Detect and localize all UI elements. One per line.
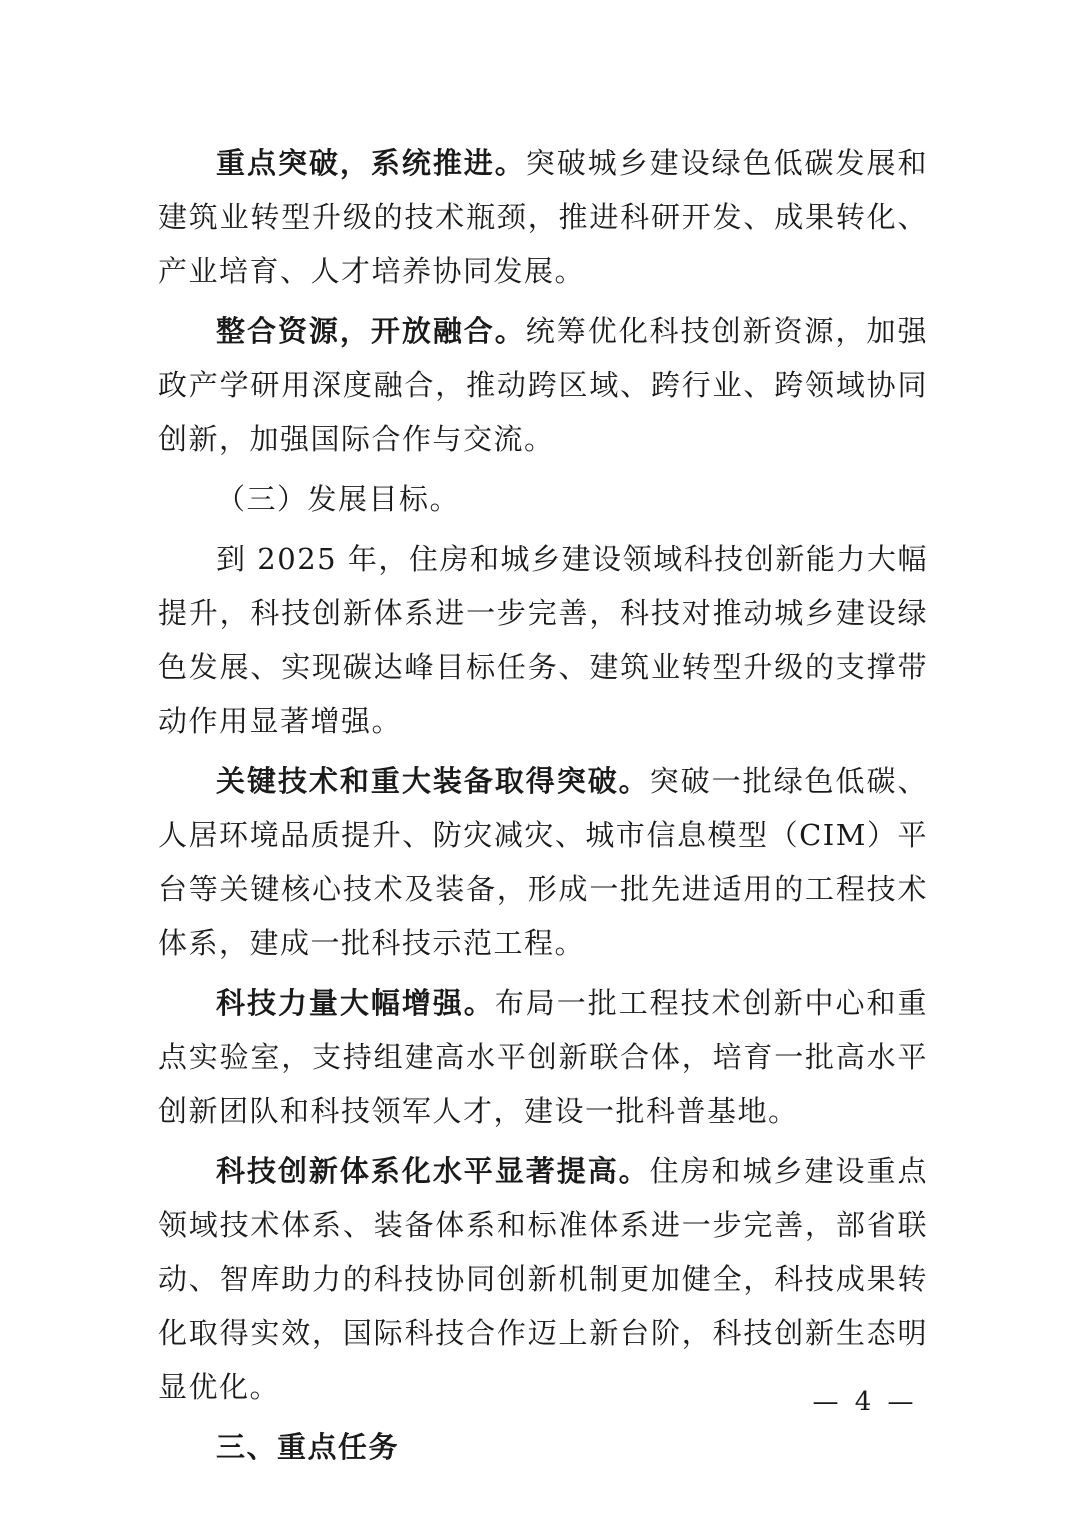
goal-intro-paragraph: 到 2025 年，住房和城乡建设领域科技创新能力大幅提升，科技创新体系进一步完善，科技对推动城乡建设绿色发展、实现碳达峰目标任务、建筑业转型升级的支撑带动作用显著增强。 [158,542,928,738]
principle-paragraph-1 [158,136,928,298]
page-number: — 4 — [812,1387,918,1417]
goal-lead-3: 科技创新体系化水平显著提高。 [216,1154,650,1188]
section-heading: 三、重点任务 [216,1430,400,1464]
goal-lead-2: 科技力量大幅增强。 [216,986,495,1020]
goal-body-2: 布局一批工程技术创新中心和重点实验室，支持组建高水平创新联合体，培育一批高水平创新团队和科技领军人才，建设一批科普基地。 [158,986,928,1128]
principle-body-1: 突破城乡建设绿色低碳发展和建筑业转型升级的技术瓶颈，推进科研开发、成果转化、产业培育、人才培养协同发展。 [158,146,928,288]
subsection-heading: （三）发展目标。 [216,482,461,516]
principle-lead-2: 整合资源，开放融合。 [216,314,526,348]
goal-lead-1: 关键技术和重大装备取得突破。 [216,764,650,798]
goal-body-1: 突破一批绿色低碳、人居环境品质提升、防灾减灾、城市信息模型（CIM）平台等关键核心技术及装备，形成一批先进适用的工程技术体系，建成一批科技示范工程。 [158,764,928,960]
goal-paragraph-3 [158,1144,928,1414]
goal-paragraph-2 [158,976,928,1138]
principle-paragraph-2 [158,304,928,466]
principle-body-2: 统筹优化科技创新资源，加强政产学研用深度融合，推动跨区域、跨行业、跨领域协同创新，加强国际合作与交流。 [158,314,928,456]
principle-lead-1: 重点突破，系统推进。 [216,146,526,180]
goal-paragraph-1 [158,754,928,970]
goal-body-3: 住房和城乡建设重点领域技术体系、装备体系和标准体系进一步完善，部省联动、智库助力的科技协同创新机制更加健全，科技成果转化取得实效，国际科技合作迈上新台阶，科技创新生态明显优化。 [158,1154,928,1404]
document-body [158,136,928,1474]
